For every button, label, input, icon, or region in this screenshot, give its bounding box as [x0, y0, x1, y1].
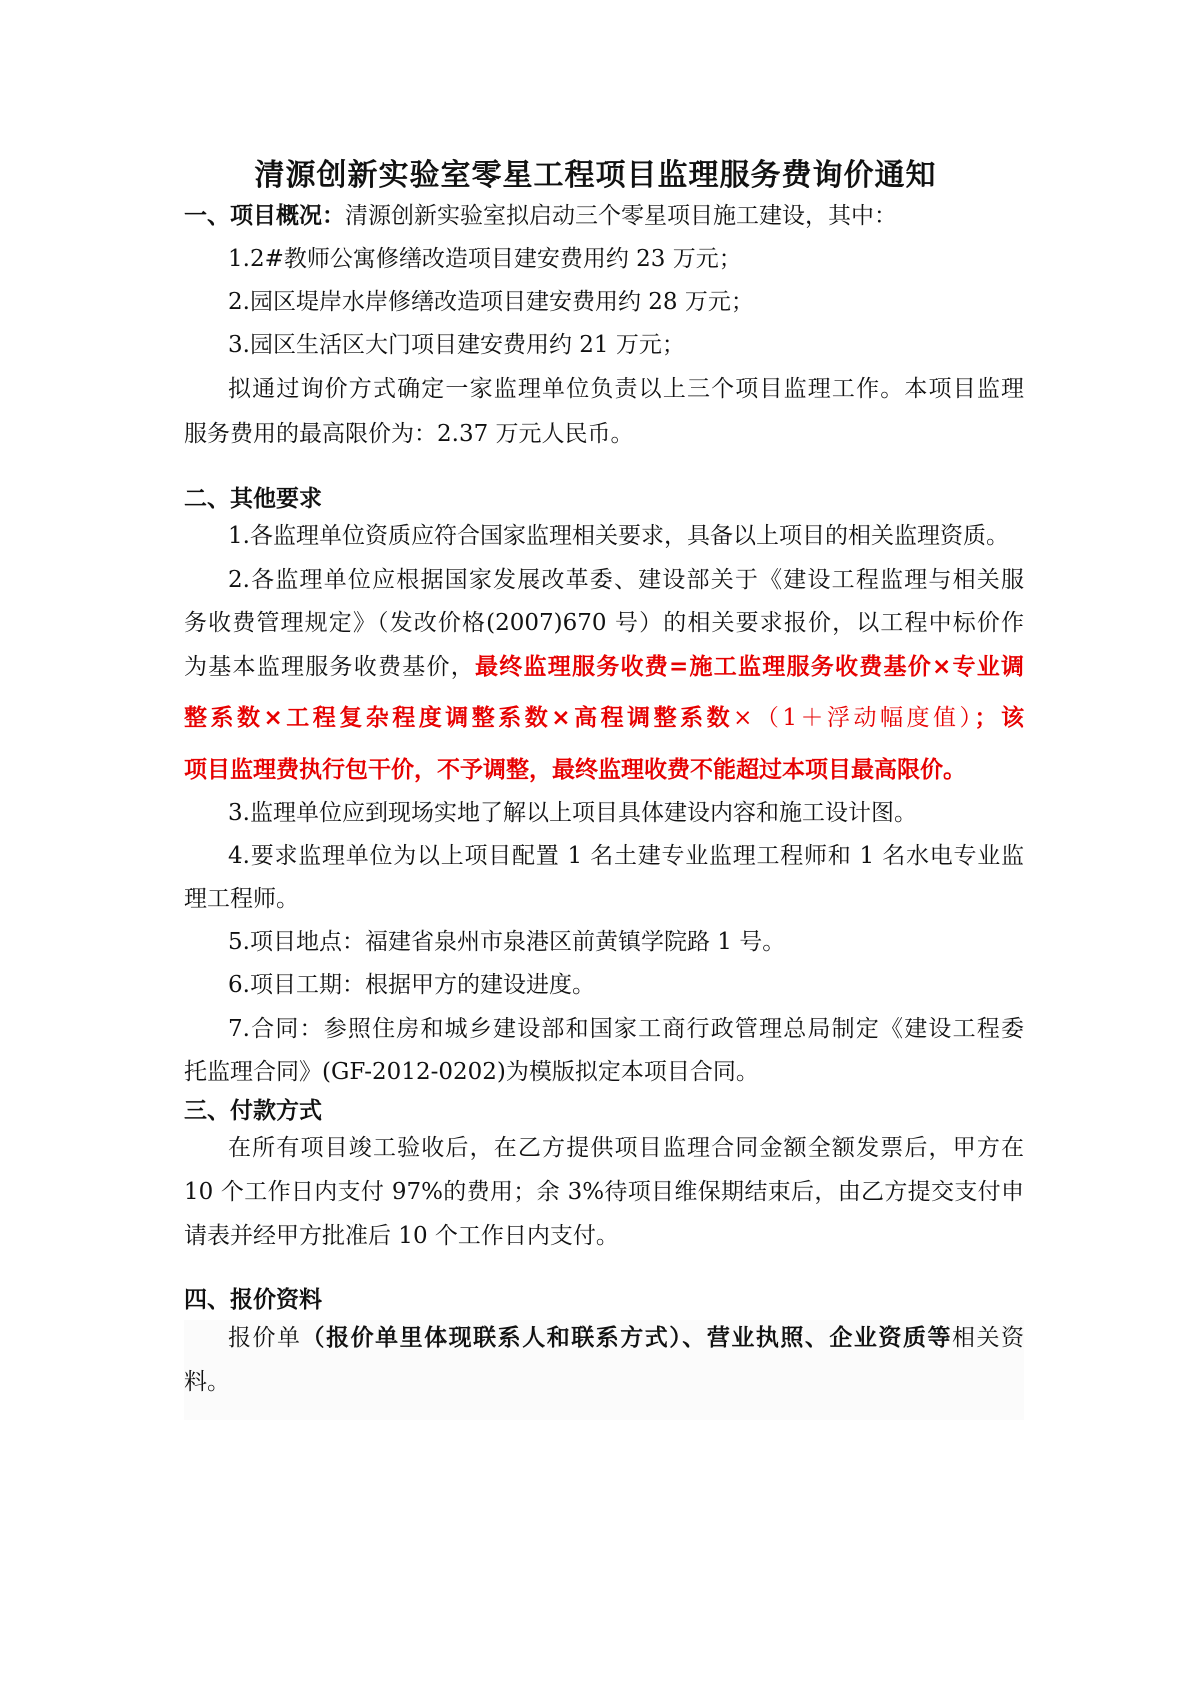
fee-formula-coefficients: 整系数×工程复杂程度调整系数×高程调整系数	[184, 705, 734, 731]
project-item-2: 2.园区堤岸水岸修缮改造项目建安费用约 28 万元；	[228, 289, 754, 315]
project-item-3: 3.园区生活区大门项目建安费用约 21 万元；	[228, 332, 685, 358]
requirement-2-line-1: 2.各监理单位应根据国家发展改革委、建设部关于《建设工程监理与相关服	[228, 567, 1024, 593]
requirement-3: 3.监理单位应到现场实地了解以上项目具体建设内容和施工设计图。	[228, 800, 917, 826]
requirement-2-line-2: 务收费管理规定》（发改价格(2007)670 号）的相关要求报价，以工程中标价作	[184, 610, 1024, 636]
section-1-line	[184, 200, 1024, 232]
section-2-heading: 二、其他要求	[184, 486, 322, 512]
requirement-1: 1.各监理单位资质应符合国家监理相关要求，具备以上项目的相关监理资质。	[228, 523, 1009, 549]
requirement-2-plain-text: 为基本监理服务收费基价，	[184, 654, 475, 680]
section-1-heading: 一、项目概况：	[184, 203, 345, 229]
requirement-5: 5.项目地点：福建省泉州市泉港区前黄镇学院路 1 号。	[228, 929, 786, 955]
section-4-heading: 四、报价资料	[184, 1287, 322, 1313]
fee-formula-text: 最终监理服务收费=施工监理服务收费基价×专业调	[474, 654, 1024, 680]
section-1-paragraph-line-1: 拟通过询价方式确定一家监理单位负责以上三个项目监理工作。本项目监理	[228, 376, 1024, 402]
requirement-6: 6.项目工期：根据甲方的建设进度。	[228, 972, 595, 998]
payment-line-3: 请表并经甲方批准后 10 个工作日内支付。	[184, 1223, 619, 1249]
quotation-sheet-label: 报价单	[228, 1325, 302, 1351]
requirement-2-line-4	[184, 702, 1024, 734]
quotation-materials-line-2: 料。	[184, 1369, 230, 1395]
quotation-required-docs: （报价单里体现联系人和联系方式）、营业执照、企业资质等	[301, 1325, 952, 1351]
payment-line-1: 在所有项目竣工验收后，在乙方提供项目监理合同金额全额发票后，甲方在	[228, 1135, 1024, 1161]
fee-formula-tail: ；该	[974, 705, 1025, 731]
requirement-2-line-5: 项目监理费执行包干价，不予调整，最终监理收费不能超过本项目最高限价。	[184, 757, 966, 783]
requirement-4-line-1: 4.要求监理单位为以上项目配置 1 名土建专业监理工程师和 1 名水电专业监	[228, 843, 1024, 869]
requirement-7-line-1: 7.合同：参照住房和城乡建设部和国家工商行政管理总局制定《建设工程委	[228, 1016, 1024, 1042]
section-1-paragraph-line-2: 服务费用的最高限价为：2.37 万元人民币。	[184, 421, 634, 447]
requirement-4-line-2: 理工程师。	[184, 886, 299, 912]
quotation-related-text: 相关资	[951, 1325, 1024, 1351]
section-3-heading: 三、付款方式	[184, 1098, 322, 1124]
quotation-materials-line-1	[228, 1322, 1024, 1354]
payment-line-2: 10 个工作日内支付 97%的费用；余 3%待项目维保期结束后，由乙方提交支付申	[184, 1179, 1024, 1205]
project-item-1: 1.2#教师公寓修缮改造项目建安费用约 23 万元；	[228, 246, 742, 272]
document-title: 清源创新实验室零星工程项目监理服务费询价通知	[254, 158, 937, 193]
fee-formula-float: ×（1＋浮动幅度值）	[733, 705, 975, 731]
requirement-7-line-2: 托监理合同》(GF-2012-0202)为模版拟定本项目合同。	[184, 1059, 759, 1085]
section-1-intro: 清源创新实验室拟启动三个零星项目施工建设，其中：	[345, 203, 897, 229]
requirement-2-line-3	[184, 651, 1024, 683]
